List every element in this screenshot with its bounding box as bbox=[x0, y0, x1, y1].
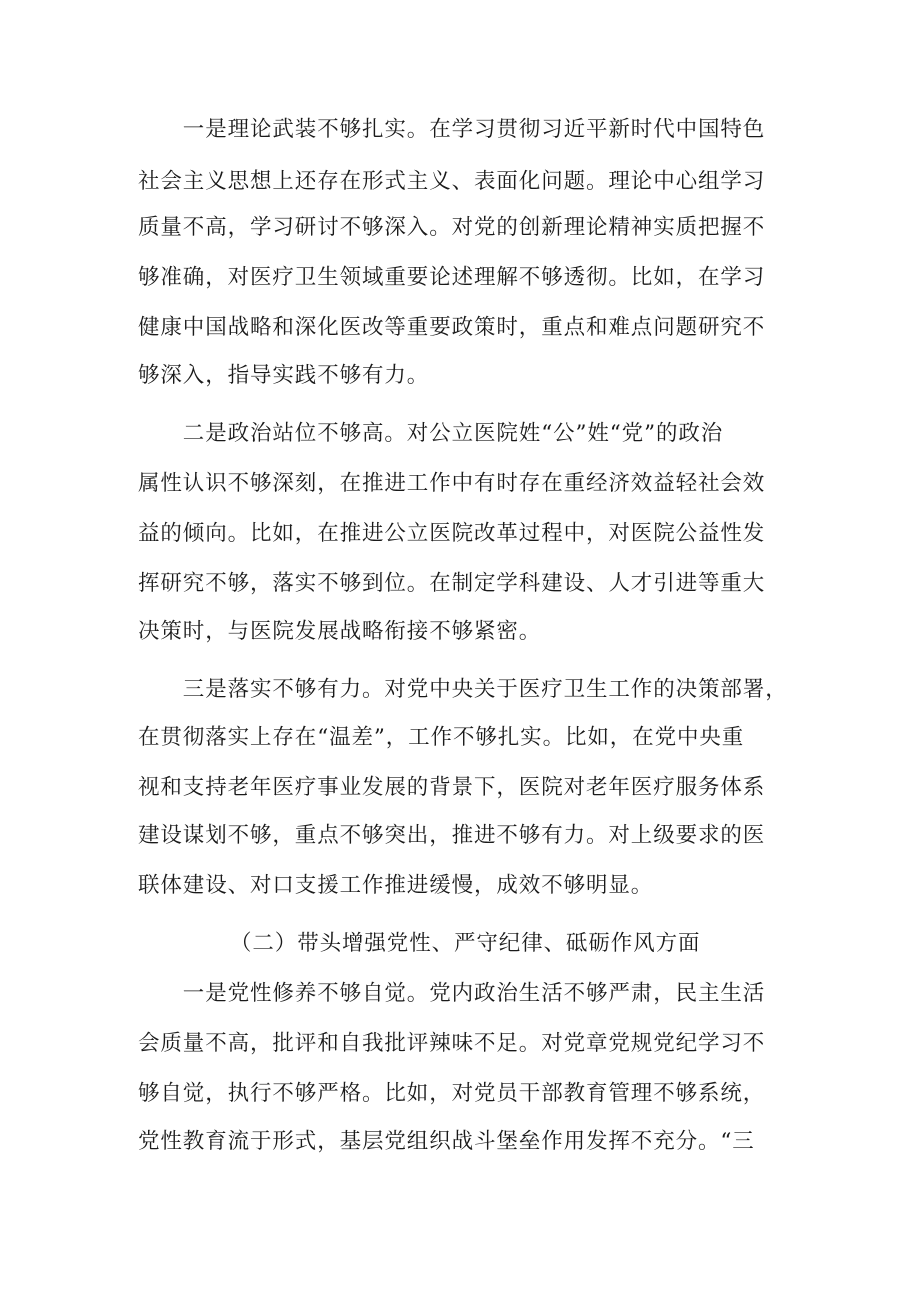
paragraph-3-line-4: 建设谋划不够，重点不够突出，推进不够有力。对上级要求的医 bbox=[138, 823, 766, 848]
paragraph-3-line-1: 三是落实不够有力。对党中央关于医疗卫生工作的决策部署， bbox=[138, 677, 788, 702]
paragraph-4-line-1: 一是党性修养不够自觉。党内政治生活不够严肃，民主生活 bbox=[138, 981, 766, 1006]
paragraph-1-line-6: 够深入，指导实践不够有力。 bbox=[138, 363, 430, 388]
paragraph-1-line-2: 社会主义思想上还存在形式主义、表面化问题。理论中心组学习 bbox=[138, 169, 766, 194]
paragraph-2-line-2: 属性认识不够深刻，在推进工作中有时存在重经济效益轻社会效 bbox=[138, 471, 766, 496]
paragraph-3-line-5: 联体建设、对口支援工作推进缓慢，成效不够明显。 bbox=[138, 873, 654, 898]
paragraph-2-line-3: 益的倾向。比如，在推进公立医院改革过程中，对医院公益性发 bbox=[138, 521, 766, 546]
paragraph-2-line-1: 二是政治站位不够高。对公立医院姓“公”姓“党”的政治 bbox=[138, 421, 724, 446]
paragraph-4-line-4: 党性教育流于形式，基层党组织战斗堡垒作用发挥不充分。“三 bbox=[138, 1129, 755, 1154]
paragraph-2-line-5: 决策时，与医院发展战略衔接不够紧密。 bbox=[138, 619, 542, 644]
paragraph-1-line-3: 质量不高，学习研讨不够深入。对党的创新理论精神实质把握不 bbox=[138, 215, 766, 240]
paragraph-1-line-4: 够准确，对医疗卫生领域重要论述理解不够透彻。比如，在学习 bbox=[138, 265, 766, 290]
paragraph-3-line-3: 视和支持老年医疗事业发展的背景下，医院对老年医疗服务体系 bbox=[138, 775, 766, 800]
paragraph-4-line-2: 会质量不高，批评和自我批评辣味不足。对党章党规党纪学习不 bbox=[138, 1031, 766, 1056]
paragraph-1-line-1: 一是理论武装不够扎实。在学习贯彻习近平新时代中国特色 bbox=[138, 117, 766, 142]
paragraph-3-line-2: 在贯彻落实上存在“温差”，工作不够扎实。比如，在党中央重 bbox=[138, 725, 745, 750]
paragraph-4-line-3: 够自觉，执行不够严格。比如，对党员干部教育管理不够系统， bbox=[138, 1081, 766, 1106]
paragraph-2-line-4: 挥研究不够，落实不够到位。在制定学科建设、人才引进等重大 bbox=[138, 571, 766, 596]
paragraph-1-line-5: 健康中国战略和深化医改等重要政策时，重点和难点问题研究不 bbox=[138, 315, 766, 340]
section-heading: （二）带头增强党性、严守纪律、砥砺作风方面 bbox=[230, 931, 701, 956]
